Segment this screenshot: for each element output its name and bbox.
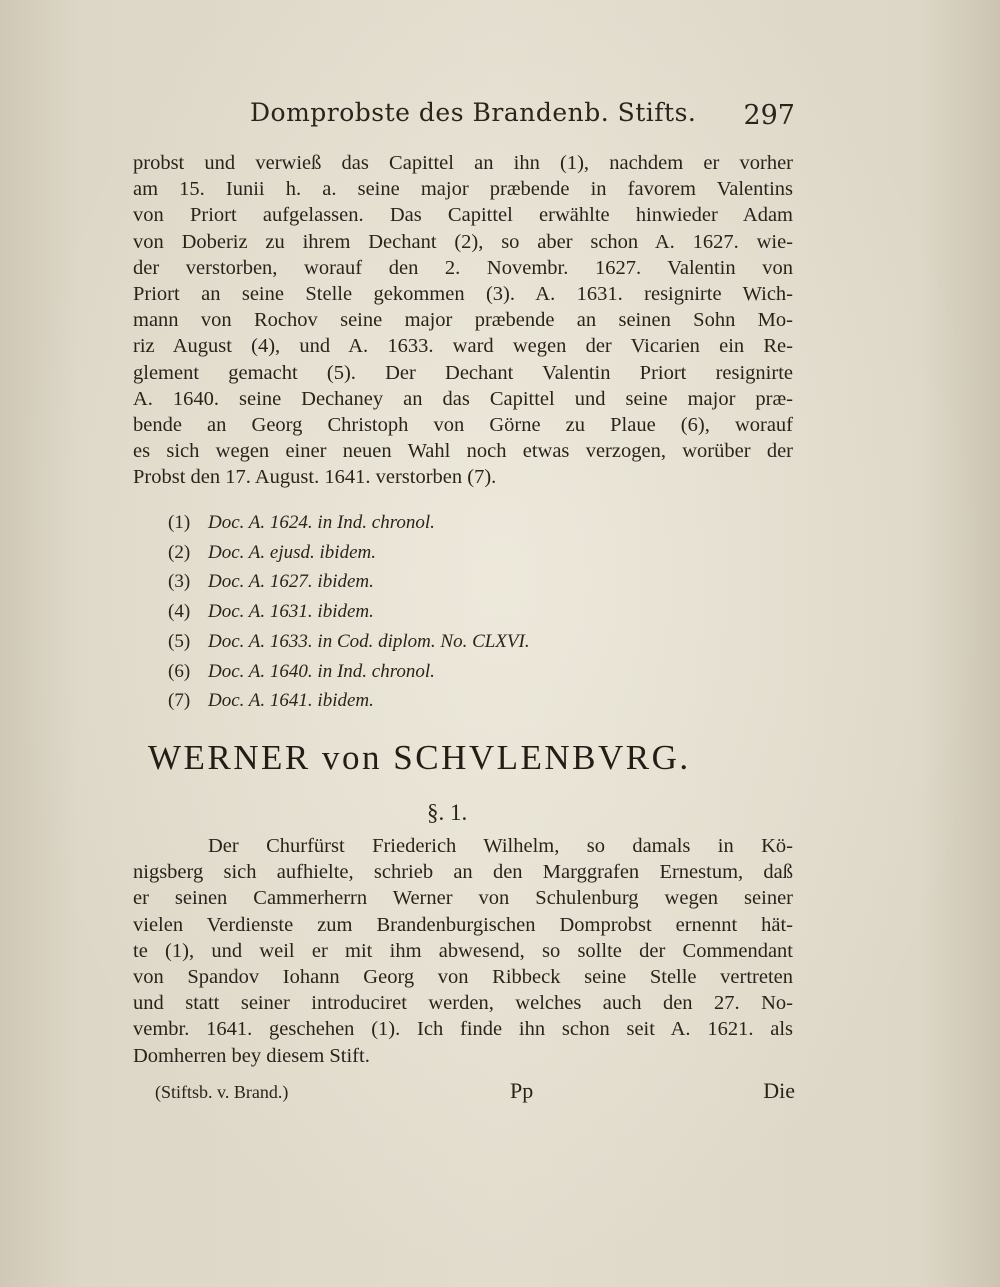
text-line: te (1), und weil er mit ihm abwesend, so sollte der Commendant [133, 939, 793, 962]
footnote-text: Doc. A. 1627. ibidem. [208, 571, 374, 593]
text-line: vembr. 1641. geschehen (1). Ich finde ihn schon seit A. 1621. als [133, 1018, 793, 1041]
text-line: nigsberg sich aufhielte, schrieb an den Marggrafen Ernestum, daß [133, 861, 793, 884]
page-footer [155, 1078, 795, 1108]
footnote [168, 657, 688, 687]
text-line: der verstorben, worauf den 2. Novembr. 1627. Valentin von [133, 256, 793, 279]
running-head: Domprobste des Brandenb. Stifts. [250, 98, 697, 127]
footnote [168, 597, 688, 627]
footnote-mark: (6) [168, 660, 191, 682]
text-line: von Priort aufgelassen. Das Capittel erwählte hinwieder Adam [133, 204, 793, 227]
footnote-text: Doc. A. 1631. ibidem. [208, 601, 374, 623]
footnote [168, 686, 688, 716]
footnote [168, 508, 688, 538]
text-line: er seinen Cammerherrn Werner von Schulenburg wegen seiner [133, 887, 793, 910]
footnote-text: Doc. A. 1633. in Cod. diplom. No. CLXVI. [208, 630, 530, 652]
text-line: A. 1640. seine Dechaney an das Capittel und seine major præ- [133, 387, 793, 410]
text-line: vielen Verdienste zum Brandenburgischen Domprobst ernennt hät- [133, 913, 793, 936]
footnote-text: Doc. A. 1641. ibidem. [208, 690, 374, 712]
catchword: Die [763, 1078, 795, 1103]
footnote [168, 567, 688, 597]
text-line: und statt seiner introduciret werden, welches auch den 27. No- [133, 992, 793, 1015]
page-header [250, 98, 795, 138]
text-line: Der Churfürst Friederich Wilhelm, so damals in Kö- [208, 835, 793, 857]
text-line: Domherren bey diesem Stift. [133, 1044, 370, 1067]
text-line: probst und verwieß das Capittel an ihn (1), nachdem er vorher [133, 152, 793, 174]
text-line: Probst den 17. August. 1641. verstorben (7). [133, 466, 497, 489]
signature-mark: Pp [510, 1078, 534, 1103]
text-line: von Spandov Iohann Georg von Ribbeck seine Stelle vertreten [133, 965, 793, 988]
paragraph-mark: §. 1. [427, 800, 468, 825]
text-line: es sich wegen einer neuen Wahl noch etwas verzogen, worüber der [133, 440, 793, 463]
section-paragraph [133, 833, 793, 1069]
footnotes [168, 508, 688, 716]
footnote-mark: (2) [168, 541, 191, 563]
footnote-text: Doc. A. 1624. in Ind. chronol. [208, 512, 435, 533]
text-line: glement gemacht (5). Der Dechant Valentin Priort resignirte [133, 361, 793, 384]
section-heading: WERNER von SCHVLENBVRG. [148, 738, 691, 777]
signature-text: (Stiftsb. v. Brand.) [155, 1082, 289, 1102]
text-line: bende an Georg Christoph von Görne zu Plaue (6), worauf [133, 413, 793, 436]
footnote-mark: (7) [168, 690, 191, 712]
text-line: riz August (4), und A. 1633. ward wegen der Vicarien ein Re- [133, 335, 793, 358]
page-number: 297 [743, 100, 795, 131]
text-line: von Doberiz zu ihrem Dechant (2), so aber schon A. 1627. wie- [133, 230, 793, 253]
body-paragraph [133, 150, 793, 490]
text-line: am 15. Iunii h. a. seine major præbende in favorem Valentins [133, 178, 793, 201]
footnote [168, 538, 688, 568]
footnote-mark: (3) [168, 571, 191, 593]
footnote-mark: (5) [168, 630, 191, 652]
text-line: mann von Rochov seine major præbende an seinen Sohn Mo- [133, 309, 793, 332]
footnote-mark: (4) [168, 601, 191, 623]
text-line: Priort an seine Stelle gekommen (3). A. 1631. resignirte Wich- [133, 282, 793, 305]
footnote-text: Doc. A. ejusd. ibidem. [208, 541, 376, 563]
footnote-mark: (1) [168, 512, 191, 533]
footnote [168, 627, 688, 657]
footnote-text: Doc. A. 1640. in Ind. chronol. [208, 660, 435, 682]
